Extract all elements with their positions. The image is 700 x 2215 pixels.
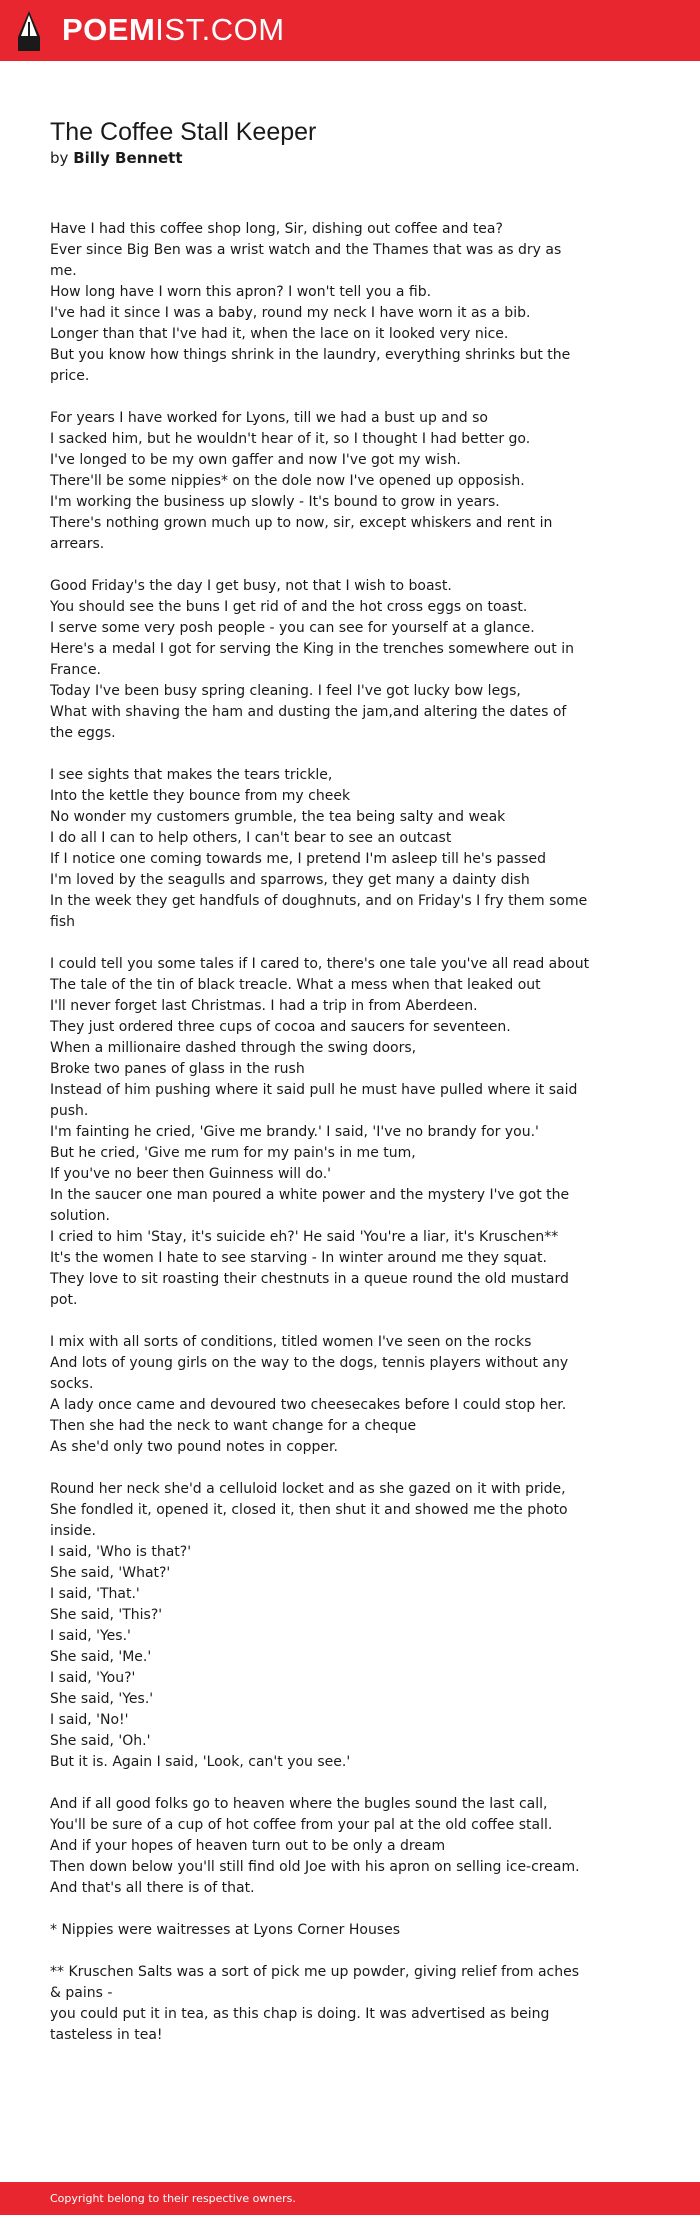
poem-stanza: [50, 1332, 590, 1458]
poem-line: She said, 'This?': [50, 1607, 163, 1623]
poem-line: Good Friday's the day I get busy, not that I wish to boast.: [50, 578, 452, 594]
poem-stanza: [50, 1962, 590, 2046]
poem-line: She said, 'Oh.': [50, 1733, 151, 1749]
poem-line: I'm loved by the seagulls and sparrows, they get many a dainty dish: [50, 872, 530, 888]
poem-line: For years I have worked for Lyons, till we had a bust up and so: [50, 410, 488, 426]
site-header: [0, 0, 700, 61]
copyright-notice: Copyright belong to their respective owners.: [50, 2192, 296, 2205]
poem-line: Today I've been busy spring cleaning. I feel I've got lucky bow legs,: [50, 683, 521, 699]
poem-line: Into the kettle they bounce from my cheek: [50, 788, 351, 804]
poem-line: She said, 'What?': [50, 1565, 171, 1581]
poem-stanza: [50, 1479, 590, 1773]
poem-stanza: [50, 765, 590, 933]
poem-line: Here's a medal I got for serving the King in the trenches somewhere out in France.: [50, 641, 574, 678]
poem-line: In the saucer one man poured a white power and the mystery I've got the solution.: [50, 1187, 570, 1224]
poem-line: I said, 'That.': [50, 1586, 140, 1602]
poem-line: How long have I worn this apron? I won't tell you a fib.: [50, 284, 432, 300]
poem-line: I said, 'No!': [50, 1712, 129, 1728]
poem-line: Instead of him pushing where it said pull he must have pulled where it said push.: [50, 1082, 578, 1119]
poem-line: And if your hopes of heaven turn out to be only a dream: [50, 1838, 446, 1854]
poem-stanza: [50, 408, 590, 555]
poem-stanza: [50, 1794, 590, 1899]
poem-line: Broke two panes of glass in the rush: [50, 1061, 305, 1077]
poem-line: The tale of the tin of black treacle. What a mess when that leaked out: [50, 977, 541, 993]
site-footer: [0, 2182, 700, 2215]
poem-line: I said, 'Yes.': [50, 1628, 131, 1644]
poem-line: No wonder my customers grumble, the tea being salty and weak: [50, 809, 506, 825]
poem-line: A lady once came and devoured two cheesecakes before I could stop her.: [50, 1397, 567, 1413]
poem-line: But you know how things shrink in the laundry, everything shrinks but the price.: [50, 347, 571, 384]
poem-line: And lots of young girls on the way to the dogs, tennis players without any socks.: [50, 1355, 569, 1392]
poem-line: I've longed to be my own gaffer and now I've got my wish.: [50, 452, 461, 468]
poem-line: They just ordered three cups of cocoa and saucers for seventeen.: [50, 1019, 511, 1035]
poem-body: [50, 219, 590, 2067]
poem-title: The Coffee Stall Keeper: [50, 118, 317, 146]
poem-line: I mix with all sorts of conditions, titled women I've seen on the rocks: [50, 1334, 532, 1350]
logo-light-text: IST.COM: [155, 12, 285, 47]
poem-line: It's the women I hate to see starving - In winter around me they squat.: [50, 1250, 547, 1266]
poem-line: You'll be sure of a cup of hot coffee from your pal at the old coffee stall.: [50, 1817, 553, 1833]
poem-line: I see sights that makes the tears trickle,: [50, 767, 333, 783]
logo-bold-text: POEM: [62, 12, 156, 47]
poem-line: I said, 'You?': [50, 1670, 136, 1686]
poem-line: You should see the buns I get rid of and the hot cross eggs on toast.: [50, 599, 528, 615]
poem-line: But he cried, 'Give me rum for my pain's in me tum,: [50, 1145, 416, 1161]
poem-line: I cried to him 'Stay, it's suicide eh?' He said 'You're a liar, it's Kruschen**: [50, 1229, 559, 1245]
poem-line: I said, 'Who is that?': [50, 1544, 192, 1560]
poem-line: As she'd only two pound notes in copper.: [50, 1439, 338, 1455]
poem-line: Longer than that I've had it, when the lace on it looked very nice.: [50, 326, 509, 342]
poem-line: There's nothing grown much up to now, sir, except whiskers and rent in arrears.: [50, 515, 553, 552]
poem-line: When a millionaire dashed through the swing doors,: [50, 1040, 417, 1056]
poem-line: I'm fainting he cried, 'Give me brandy.' I said, 'I've no brandy for you.': [50, 1124, 539, 1140]
poem-stanza: [50, 219, 590, 387]
site-logo[interactable]: [62, 12, 285, 48]
poem-line: And that's all there is of that.: [50, 1880, 255, 1896]
poem-stanza: [50, 954, 590, 1311]
poem-stanza: [50, 1920, 590, 1941]
poem-line: She fondled it, opened it, closed it, then shut it and showed me the photo inside.: [50, 1502, 568, 1539]
poem-author[interactable]: Billy Bennett: [73, 149, 183, 167]
poem-line: There'll be some nippies* on the dole now I've opened up opposish.: [50, 473, 525, 489]
poem-line: She said, 'Yes.': [50, 1691, 154, 1707]
poem-line: If I notice one coming towards me, I pretend I'm asleep till he's passed: [50, 851, 547, 867]
poem-line: Ever since Big Ben was a wrist watch and the Thames that was as dry as me.: [50, 242, 562, 279]
poem-line: Round her neck she'd a celluloid locket and as she gazed on it with pride,: [50, 1481, 566, 1497]
poem-byline: [50, 148, 183, 168]
poem-line: I'll never forget last Christmas. I had a trip in from Aberdeen.: [50, 998, 478, 1014]
byline-prefix: by: [50, 149, 69, 167]
poem-line: Have I had this coffee shop long, Sir, dishing out coffee and tea?: [50, 221, 503, 237]
poem-line: I could tell you some tales if I cared to, there's one tale you've all read about: [50, 956, 590, 972]
poem-line: They love to sit roasting their chestnuts in a queue round the old mustard pot.: [50, 1271, 569, 1308]
poem-line: I do all I can to help others, I can't bear to see an outcast: [50, 830, 452, 846]
poem-line: In the week they get handfuls of doughnuts, and on Friday's I fry them some fish: [50, 893, 588, 930]
poem-line: She said, 'Me.': [50, 1649, 152, 1665]
poem-line: Then down below you'll still find old Joe with his apron on selling ice-cream.: [50, 1859, 580, 1875]
poem-stanza: [50, 576, 590, 744]
poem-line: I sacked him, but he wouldn't hear of it, so I thought I had better go.: [50, 431, 531, 447]
poem-line: ** Kruschen Salts was a sort of pick me up powder, giving relief from aches & pains -: [50, 1964, 580, 2001]
poem-line: What with shaving the ham and dusting the jam,and altering the dates of the eggs.: [50, 704, 567, 741]
poem-line: you could put it in tea, as this chap is doing. It was advertised as being tasteless in tea!: [50, 2006, 550, 2043]
poem-line: If you've no beer then Guinness will do.': [50, 1166, 332, 1182]
poem-line: I serve some very posh people - you can see for yourself at a glance.: [50, 620, 535, 636]
pen-nib-icon[interactable]: [16, 10, 42, 52]
poem-line: I'm working the business up slowly - It's bound to grow in years.: [50, 494, 500, 510]
poem-line: Then she had the neck to want change for a cheque: [50, 1418, 417, 1434]
poem-line: I've had it since I was a baby, round my neck I have worn it as a bib.: [50, 305, 531, 321]
poem-line: But it is. Again I said, 'Look, can't you see.': [50, 1754, 351, 1770]
poem-line: * Nippies were waitresses at Lyons Corner Houses: [50, 1922, 401, 1938]
poem-line: And if all good folks go to heaven where the bugles sound the last call,: [50, 1796, 548, 1812]
